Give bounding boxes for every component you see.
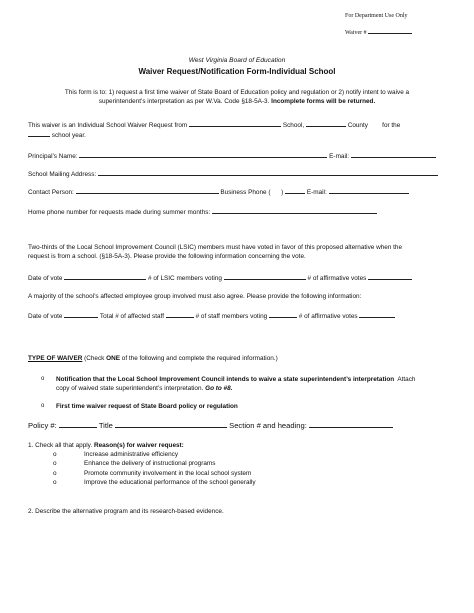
contact-email-field[interactable] [329,187,409,194]
q1-item-2: Enhance the delivery of instructional programs [84,460,216,467]
lsic-para-2: request is from a school. (§18-5A-3). Please provide the following information concerning the vote. [28,253,306,260]
lsic-para-1: Two-thirds of the Local School Improvement Council (LSIC) members must have voted in favor of this proposed alternative when the [28,244,403,251]
staff-affirm-field[interactable] [359,311,395,318]
staff-vote-row: Date of vote Total # of affected staff # of staff members voting # of affirmative votes [28,311,395,321]
q1-item-4-checkbox[interactable]: o [53,479,57,486]
option-1-line-2: copy of waived state superintendent’s interpretation. Go to #8. [56,385,233,392]
waiver-number-label: Waiver # [345,30,367,36]
waiver-from-row: This waiver is an Individual School Waiver Request from School, County for the [28,122,401,129]
dept-use-label: For Department Use Only [345,13,408,19]
org-name: West Virginia Board of Education [188,57,286,64]
principal-name-field[interactable] [79,151,327,158]
contact-row: Contact Person: Business Phone ( ) E-mail: [28,187,409,197]
business-phone-field[interactable] [285,187,305,194]
policy-row: Policy #: Title Section # and heading: [28,420,393,430]
q1-lead: 1. Check all that apply. Reason(s) for waiver request: [28,442,184,449]
home-phone-field[interactable] [212,207,377,214]
principal-row: Principal’s Name: E-mail: [28,151,436,161]
staff-total-field[interactable] [166,311,194,318]
q1-item-3: Promote community involvement in the local school system [84,470,252,477]
staff-voting-field[interactable] [269,311,297,318]
home-phone-row: Home phone number for requests made during summer months: [28,207,377,217]
q1-item-1: Increase administrative efficiency [84,451,179,458]
option-2-bullet[interactable]: o [41,403,45,409]
intro-line-2: superintendent’s interpretation as per W.Va. Code §18-5A-3. Incomplete forms will be returned. [98,98,376,105]
policy-number-field[interactable] [59,420,97,428]
q1-item-1-checkbox[interactable]: o [53,451,57,458]
section-heading-field[interactable] [309,420,393,428]
q1-item-2-checkbox[interactable]: o [53,460,57,467]
contact-person-field[interactable] [76,187,219,194]
lsic-date-field[interactable] [64,273,146,280]
form-title: Waiver Request/Notification Form-Individual School [138,67,336,76]
staff-para: A majority of the school’s affected employee group involved must also agree. Please provide the following information: [28,293,362,300]
address-row: School Mailing Address: [28,169,438,179]
q2-text: 2. Describe the alternative program and its research-based evidence. [28,508,224,515]
lsic-vote-row: Date of vote # of LSIC members voting # of affirmative votes [28,273,412,283]
school-year-field[interactable] [28,130,50,137]
county-field[interactable] [306,120,346,127]
intro-line-1: This form is to: 1) request a first time waiver of State Board of Education policy and regulation or 2) notify intent to waive a [64,89,410,96]
school-name-field[interactable] [189,120,281,127]
staff-date-field[interactable] [64,311,98,318]
q1-item-3-checkbox[interactable]: o [53,470,57,477]
type-of-waiver-row: TYPE OF WAIVER (Check ONE of the following and complete the required information.) [28,355,278,362]
lsic-affirm-field[interactable] [368,273,412,280]
lsic-members-field[interactable] [224,273,306,280]
waiver-number-field[interactable] [368,27,412,34]
mailing-address-field[interactable] [98,169,438,176]
principal-email-field[interactable] [351,151,436,158]
waiver-number-row [345,27,412,38]
school-year-row: school year. [28,130,86,140]
q1-item-4: Improve the educational performance of the school generally [84,479,256,486]
option-1-bullet[interactable]: o [41,376,45,382]
option-1-text: Notification that the Local School Improvement Council intends to waive a state superintendent’s interpretation Attach [56,376,416,383]
type-of-waiver-heading: TYPE OF WAIVER [28,355,83,362]
policy-title-field[interactable] [115,420,227,428]
incomplete-warning: Incomplete forms will be returned [271,98,374,105]
option-2-text: First time waiver request of State Board policy or regulation [56,403,238,410]
